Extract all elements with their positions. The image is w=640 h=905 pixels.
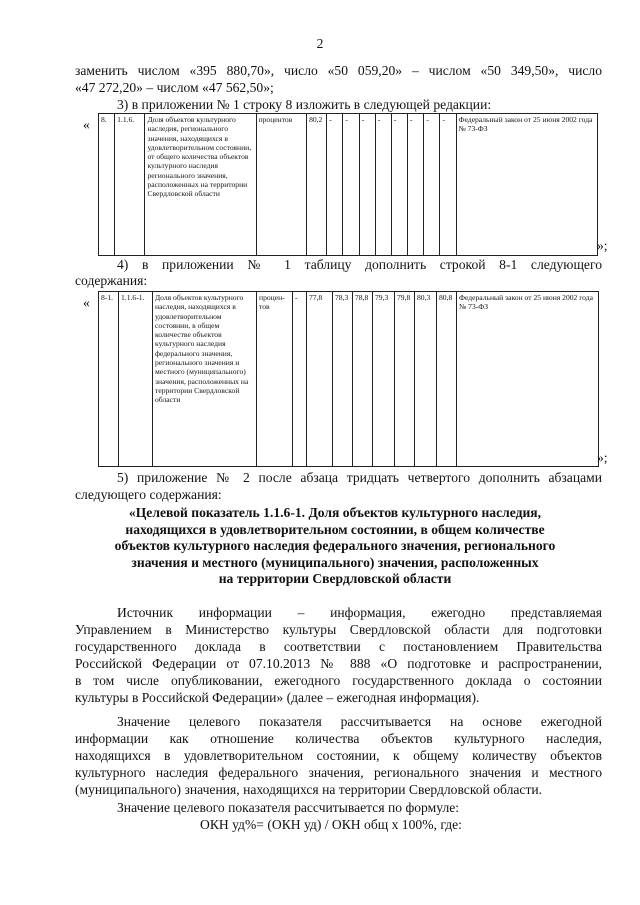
para1-line: Управлением в Министерство культуры Свердловской области для подготовки — [75, 622, 602, 637]
intro-line-2: «47 272,20» – числом «47 562,50»; — [75, 80, 274, 95]
row81-value: 77,8 — [307, 292, 333, 467]
row8-value: - — [343, 114, 359, 256]
heading-line: «Целевой показатель 1.1.6-1. Доля объектов культурного наследия, — [128, 505, 542, 520]
row8-name: Доля объектов культурного наследия, регионального значения, находящихся в удовлетворительном состоянии, от общего количества объектов культурного наследия регионального значения, расположенных на территории Свердловской области — [145, 114, 256, 256]
row81-num: 8-1. — [99, 292, 119, 467]
page-number: 2 — [316, 36, 324, 51]
row8-value: 80,2 — [307, 114, 327, 256]
row8-table — [98, 113, 598, 256]
row8-close-quote: »; — [597, 238, 608, 253]
row8-value: - — [391, 114, 407, 256]
para2-line: находящихся в удовлетворительном состоянии, к общему количеству объектов — [75, 748, 602, 763]
row81-open-quote: « — [83, 295, 90, 310]
row8-value: - — [424, 114, 440, 256]
para3: Значение целевого показателя рассчитывается по формуле: — [117, 800, 460, 815]
row81-close-quote: »; — [597, 450, 608, 465]
para1-line: государственного доклада в соответствии с постановлением Правительства — [75, 639, 602, 654]
heading-line: на территории Свердловской области — [218, 571, 452, 586]
row8-value: - — [408, 114, 424, 256]
row81-value: 80,3 — [415, 292, 437, 467]
heading-line: находящихся в удовлетворительном состоянии, в общем количестве — [125, 521, 545, 537]
row8-value: - — [375, 114, 391, 256]
heading-line: объектов культурного наследия федерального значения, регионального — [114, 538, 556, 553]
row81-source: Федеральный закон от 25 июня 2002 года № 73-ФЗ — [457, 292, 599, 467]
row81-value: 79,8 — [395, 292, 415, 467]
row8-source: Федеральный закон от 25 июня 2002 года № 73-ФЗ — [456, 114, 598, 256]
row8-value: - — [359, 114, 375, 256]
para1-line: культуры в Российской Федерации» (далее – ежегодная информация). — [75, 690, 480, 705]
row81-code: 1.1.6-1. — [119, 292, 153, 467]
item4-line-1: 4) в приложении № 1 таблицу дополнить строкой 8-1 следующего — [117, 257, 602, 272]
row8-code: 1.1.6. — [115, 114, 145, 256]
para1-line: Источник информации – информация, ежегодно представляемая — [117, 605, 602, 620]
item3-text: 3) в приложении № 1 строку 8 изложить в следующей редакции: — [117, 97, 492, 112]
row81-value: 78,8 — [353, 292, 373, 467]
para2-line: информации как отношение количества объектов культурного наследия, — [75, 731, 602, 746]
row8-value: - — [327, 114, 343, 256]
heading — [70, 505, 600, 588]
para2-line: культурного наследия федерального значения, регионального значения и местного — [75, 765, 602, 780]
item4-line-2: содержания: — [75, 273, 148, 288]
para1-line: в том числе опубликовании, ежегодного государственного доклада о состоянии — [75, 673, 602, 688]
para2-line: Значение целевого показателя рассчитывается на основе ежегодной — [117, 714, 602, 729]
row81-table — [98, 291, 599, 467]
formula: ОКН уд%= (ОКН уд) / ОКН общ x 100%, где: — [200, 817, 462, 832]
row8-num: 8. — [99, 114, 115, 256]
para1-line: Российской Федерации от 07.10.2013 № 888 «О подготовке и распространении, — [75, 656, 602, 671]
para2-line: (муниципального) значения, находящихся на территории Свердловской области. — [75, 782, 543, 797]
intro-line-1: заменить числом «395 880,70», число «50 059,20» – числом «50 349,50», число — [75, 63, 602, 78]
row81-value: - — [293, 292, 307, 467]
heading-line: значения и местного (муниципального) значения, расположенных — [131, 554, 539, 570]
row8-unit: процентов — [256, 114, 307, 256]
row81-value: 79,3 — [373, 292, 395, 467]
row81-unit: процен-тов — [257, 292, 293, 467]
row81-name: Доля объектов культурного наследия, находящихся в удовлетворительном состоянии, в общем количестве объектов культурного наследия федерального значения, регионального значения и местного (муниципального) значения, расположенных на территории Свердловской области — [153, 292, 257, 467]
row8-value: - — [440, 114, 456, 256]
row81-value: 80,8 — [437, 292, 457, 467]
item5-line-1: 5) приложение № 2 после абзаца тридцать четвертого дополнить абзацами — [117, 470, 602, 485]
item5-line-2: следующего содержания: — [75, 487, 222, 502]
row81-value: 78,3 — [333, 292, 353, 467]
row8-open-quote: « — [83, 117, 90, 132]
